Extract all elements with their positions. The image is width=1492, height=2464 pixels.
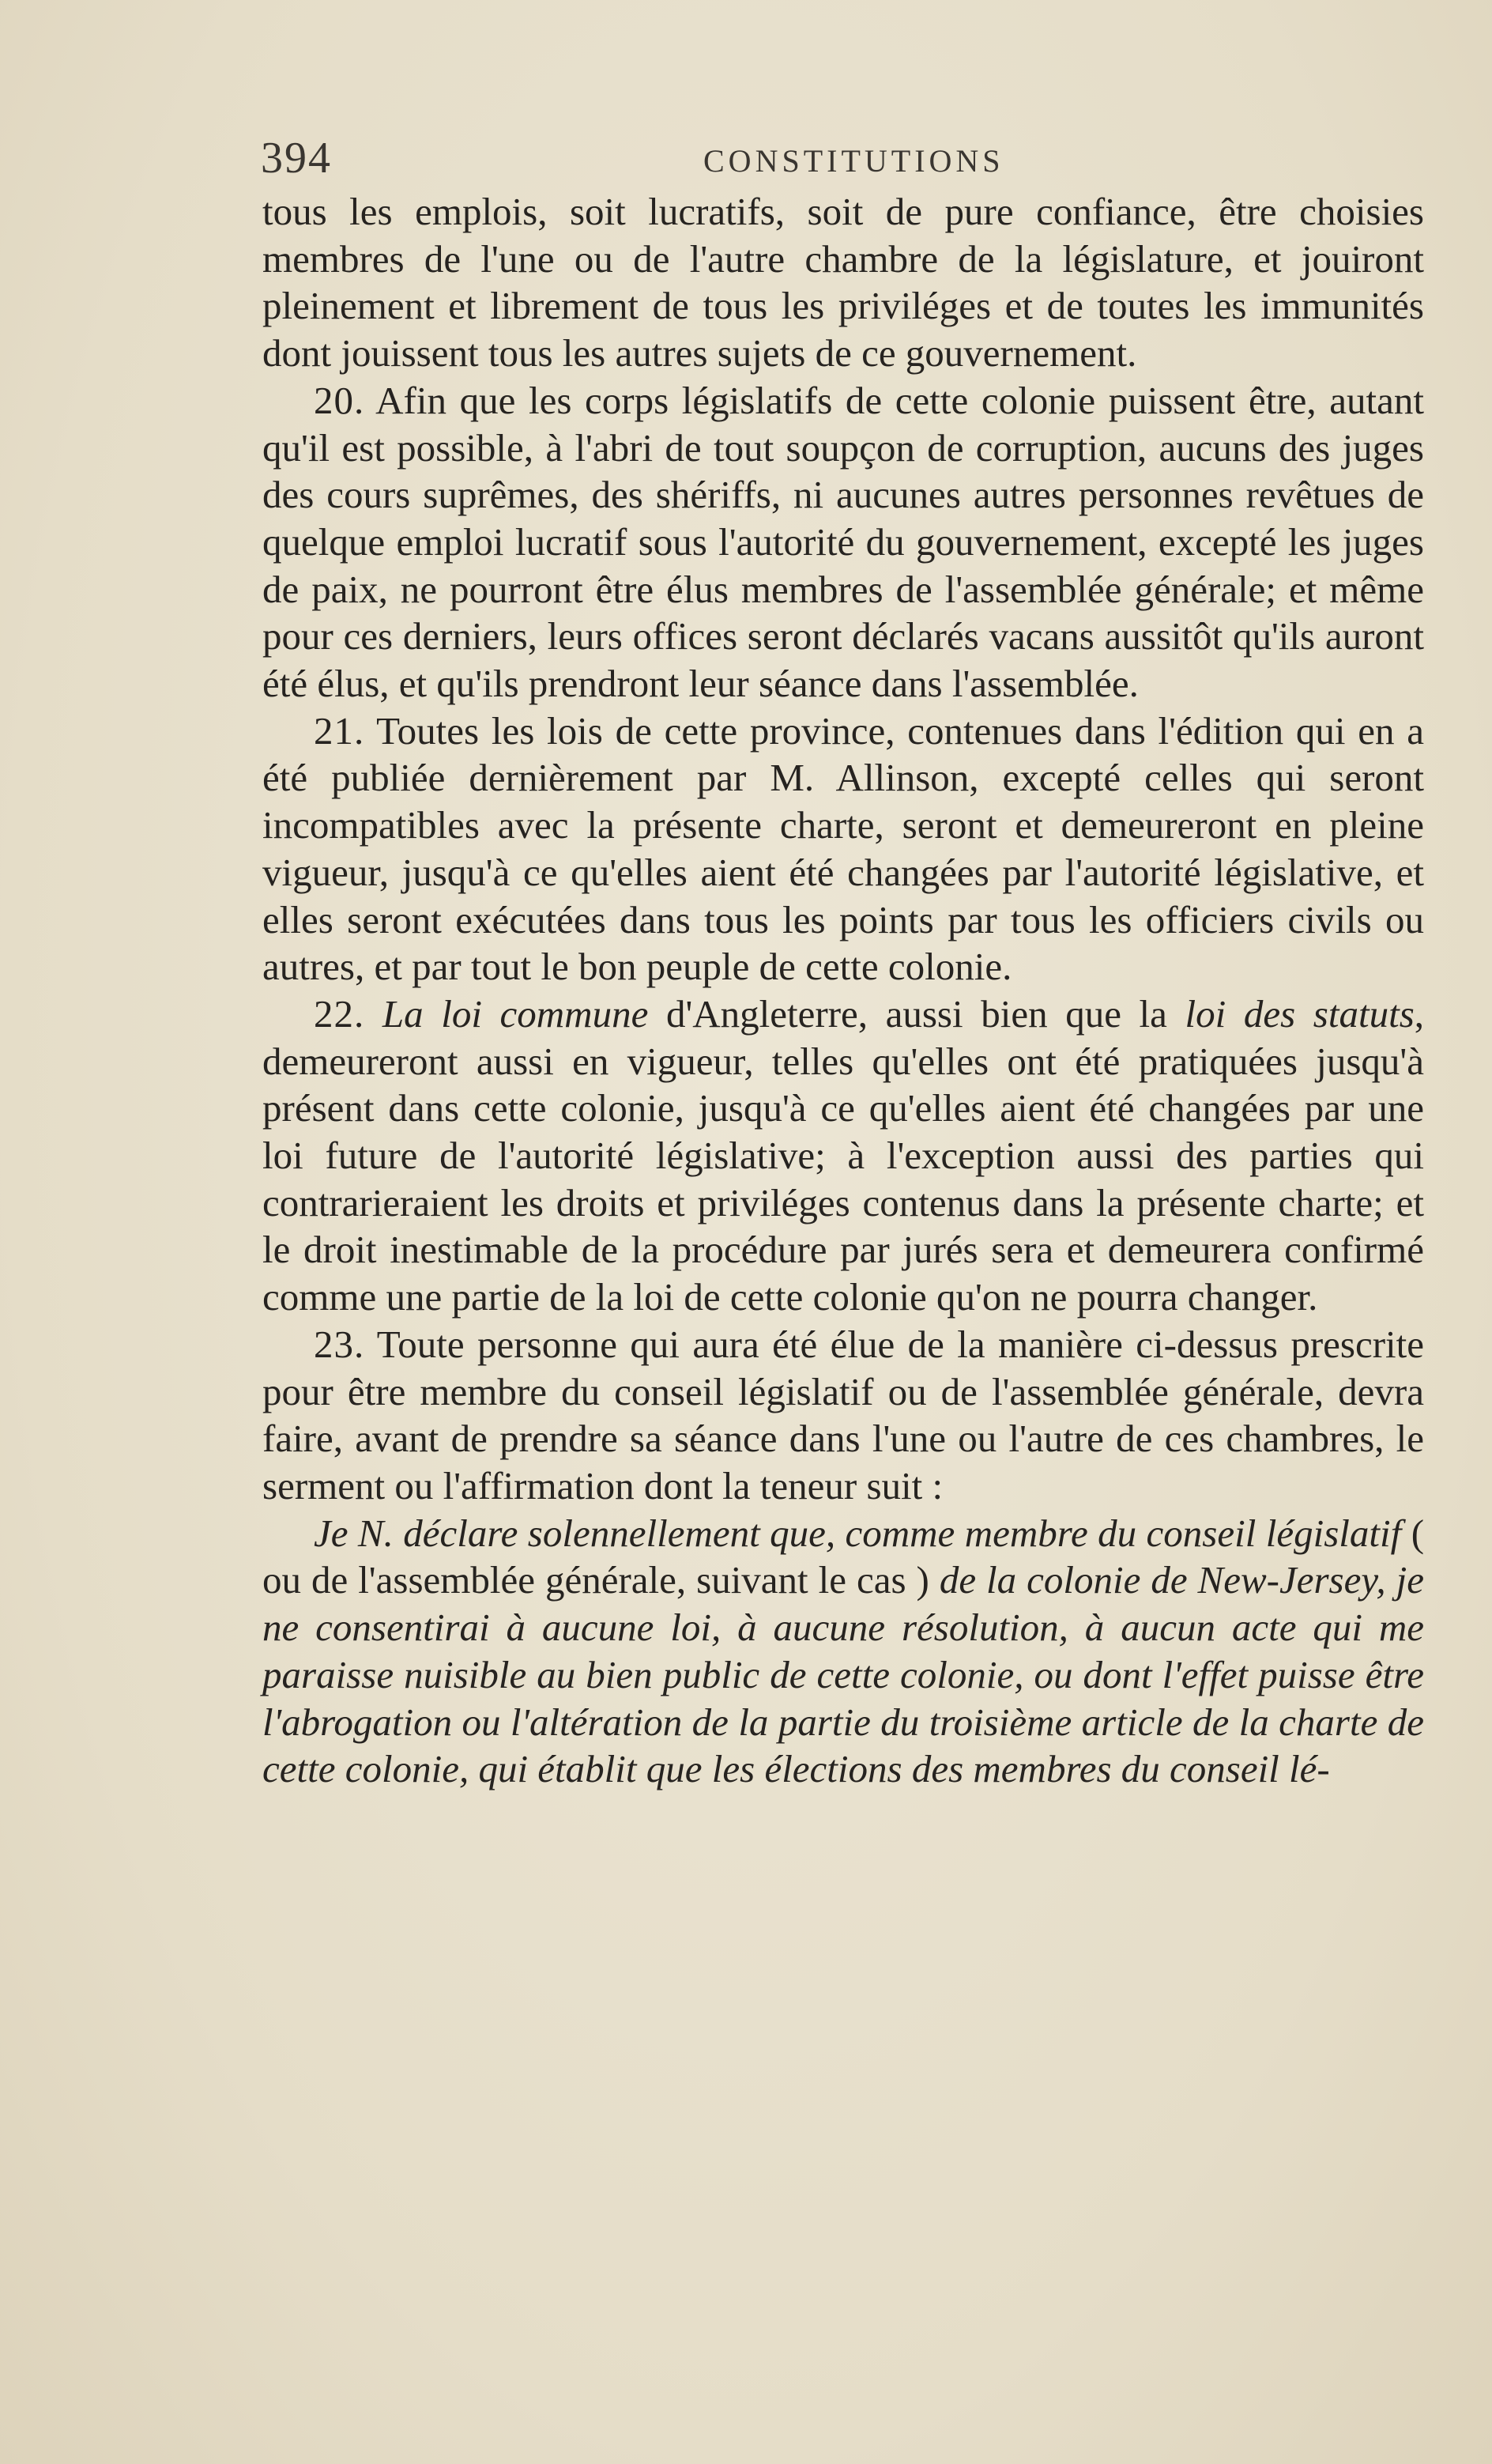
article-text: d'Angleterre, aussi bien que la <box>665 991 1167 1036</box>
oath-text: Je N. déclare solennellement que, comme membre du conseil législatif <box>314 1511 1402 1555</box>
article-text: Toute personne qui aura été élue de la manière ci-dessus prescrite pour être membre du conseil législatif ou de l'assemblée générale, devra faire, avant de prendre sa séance dans l'une ou l'autre de ces chambres, le serment ou l'affirmation dont la teneur suit : <box>262 1322 1424 1507</box>
oath-paragraph <box>262 1510 1424 1793</box>
continuation-paragraph <box>262 188 1424 377</box>
article-number: 23. <box>314 1322 365 1366</box>
article-number: 22. <box>314 991 365 1036</box>
article-21 <box>262 708 1424 991</box>
article-number: 21. <box>314 708 365 753</box>
paragraph-text: tous les emplois, soit lucratifs, soit de pure confiance, être choisies membres de l'une ou de l'autre chambre de la législature, et jouiront pleinement et librement de tous les priviléges et de toutes les immunités dont jouissent tous les autres sujets de ce gouvernement. <box>262 190 1424 375</box>
body-text <box>262 188 1424 1793</box>
article-italic-text: La loi commune <box>382 991 649 1036</box>
article-text: , demeureront aussi en vigueur, telles qu'elles ont été pratiquées jusqu'à présent dans cette colonie, jusqu'à ce qu'elles aient été changées par une loi future de l'autorité législative; à l'exception aussi des parties qui contrarieraient les droits et priviléges contenus dans la présente charte; et le droit inestimable de la procédure par jurés sera et demeurera confirmé comme une partie de la loi de cette colonie qu'on ne pourra changer. <box>262 991 1425 1319</box>
oath-text: de la colonie de New-Jersey, je ne consentirai à aucune loi, à aucune résolution, à aucun acte qui me paraisse nuisible au bien public de cette colonie, ou dont l'effet puisse être l'abrogation ou l'altération de la partie du troisième article de la charte de cette colonie, qui établit que les élections des membres du conseil lé- <box>262 1558 1425 1791</box>
article-italic-text: loi des statuts <box>1185 991 1415 1036</box>
article-22 <box>262 991 1424 1321</box>
article-text: Afin que les corps législatifs de cette colonie puissent être, autant qu'il est possible, à l'abri de tout soupçon de corruption, aucuns des juges des cours suprêmes, des shériffs, ni aucunes autres personnes revêtues de quelque emploi lucratif sous l'autorité du gouvernement, excepté les juges de paix, ne pourront être élus membres de l'assemblée générale; et même pour ces derniers, leurs offices seront déclarés vacans aussitôt qu'ils auront été élus, et qu'ils prendront leur séance dans l'assemblée. <box>262 378 1424 706</box>
running-head: CONSTITUTIONS <box>703 143 1004 179</box>
article-23 <box>262 1321 1424 1510</box>
article-number: 20. <box>314 378 365 422</box>
article-20 <box>262 377 1424 708</box>
page-header <box>261 133 1430 188</box>
article-text: Toutes les lois de cette province, contenues dans l'édition qui en a été publiée dernièrement par M. Allinson, excepté celles qui seront incompatibles avec la présente charte, seront et demeureront en pleine vigueur, jusqu'à ce qu'elles aient été changées par l'autorité législative, et elles seront exécutées dans tous les points par tous les officiers civils ou autres, et par tout le bon peuple de cette colonie. <box>262 708 1424 989</box>
oath-parenthetical: ( ou de l'assemblée générale, suivant le cas ) <box>262 1511 1425 1602</box>
page-number: 394 <box>261 134 332 183</box>
